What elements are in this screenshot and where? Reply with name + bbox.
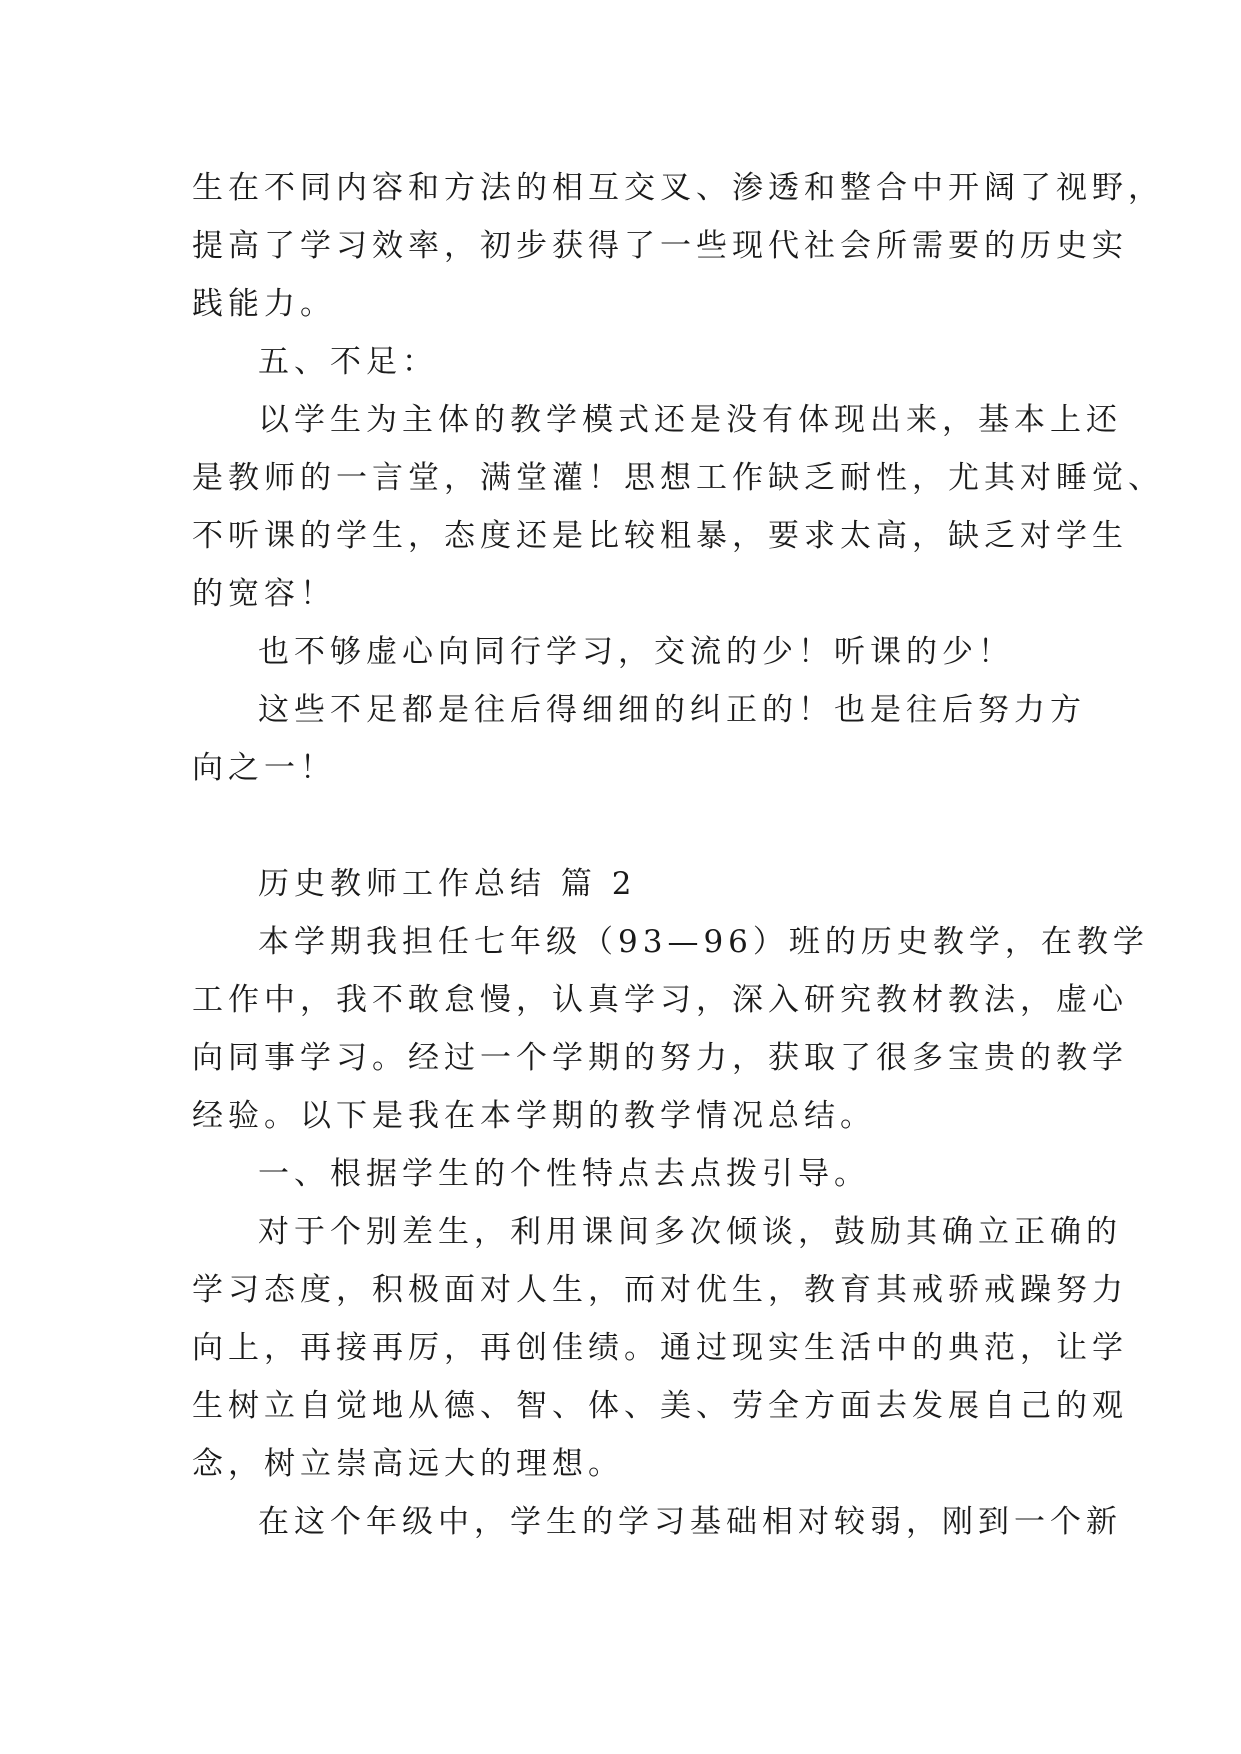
paragraph-line: 对于个别差生，利用课间多次倾谈，鼓励其确立正确的 bbox=[258, 1214, 1122, 1250]
paragraph-line: 生树立自觉地从德、智、体、美、劳全方面去发展自己的观 bbox=[192, 1388, 1128, 1424]
paragraph-line: 在这个年级中，学生的学习基础相对较弱，刚到一个新 bbox=[258, 1504, 1122, 1540]
paragraph-line: 不听课的学生，态度还是比较粗暴，要求太高，缺乏对学生 bbox=[192, 518, 1128, 554]
paragraph-line: 向上，再接再厉，再创佳绩。通过现实生活中的典范，让学 bbox=[192, 1330, 1128, 1366]
paragraph-line: 以学生为主体的教学模式还是没有体现出来，基本上还 bbox=[258, 402, 1122, 438]
paragraph-line: 经验。以下是我在本学期的教学情况总结。 bbox=[192, 1098, 876, 1134]
paragraph-line: 是教师的一言堂，满堂灌！思想工作缺乏耐性，尤其对睡觉、 bbox=[192, 460, 1164, 496]
paragraph-line: 念，树立崇高远大的理想。 bbox=[192, 1446, 624, 1482]
paragraph-line: 本学期我担任七年级（93—96）班的历史教学，在教学 bbox=[258, 924, 1149, 960]
paragraph-line: 向同事学习。经过一个学期的努力，获取了很多宝贵的教学 bbox=[192, 1040, 1128, 1076]
section-heading: 五、不足： bbox=[258, 344, 438, 380]
paragraph-line: 的宽容！ bbox=[192, 576, 336, 612]
paragraph-line: 践能力。 bbox=[192, 286, 336, 322]
paragraph-line: 提高了学习效率，初步获得了一些现代社会所需要的历史实 bbox=[192, 228, 1128, 264]
paragraph-line: 学习态度，积极面对人生，而对优生，教育其戒骄戒躁努力 bbox=[192, 1272, 1128, 1308]
paragraph-line: 这些不足都是往后得细细的纠正的！也是往后努力方 bbox=[258, 692, 1086, 728]
section-heading: 一、根据学生的个性特点去点拨引导。 bbox=[258, 1156, 870, 1192]
paragraph-line: 也不够虚心向同行学习，交流的少！听课的少！ bbox=[258, 634, 1014, 670]
paragraph-line: 工作中，我不敢怠慢，认真学习，深入研究教材教法，虚心 bbox=[192, 982, 1128, 1018]
article-title: 历史教师工作总结 篇 2 bbox=[258, 866, 637, 902]
paragraph-line: 生在不同内容和方法的相互交叉、渗透和整合中开阔了视野， bbox=[192, 170, 1164, 206]
paragraph-line: 向之一！ bbox=[192, 750, 336, 786]
